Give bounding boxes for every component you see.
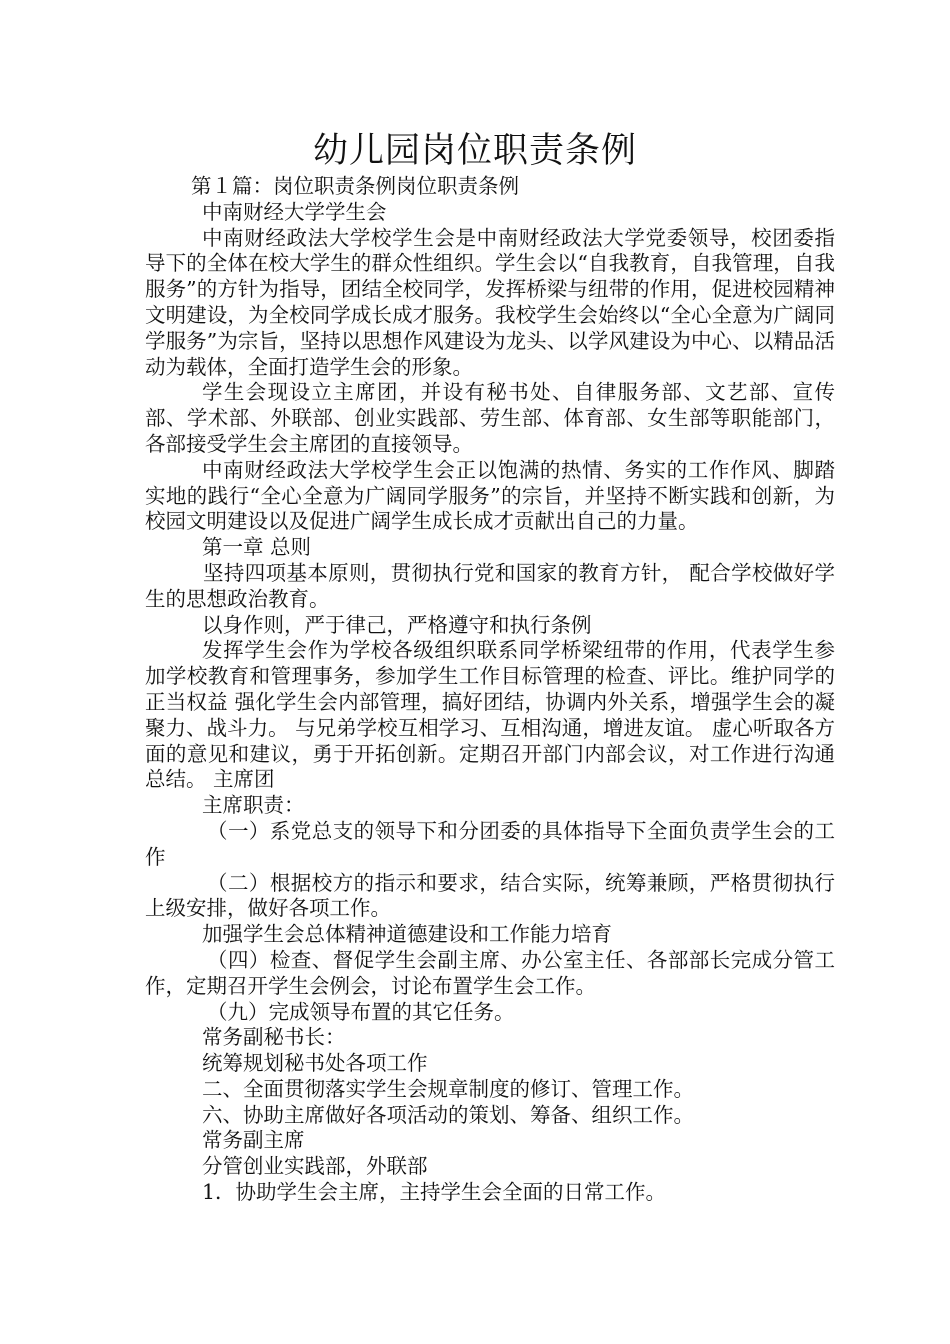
paragraph-departments: 学生会现设立主席团，并设有秘书处、自律服务部、文艺部、宣传部、学术部、外联部、创业实践部、劳生部、体育部、女生部等职能部门，各部接受学生会主席团的直接领导。 xyxy=(145,380,835,456)
paragraph-role: 发挥学生会作为学校各级组织联系同学桥梁纽带的作用，代表学生参加学校教育和管理事务，参加学生工作目标管理的检查、评比。维护同学的正当权益 强化学生会内部管理，搞好团结，协调内外关系，增强学生会的凝聚力、战斗力。 与兄弟学校互相学习、互相沟通，增进友谊。 虚心听取各方面的意见和建议，勇于开拓创新。定期召开部门内部会议，对工作进行沟通总结。 主席团 xyxy=(145,638,835,792)
paragraph-intro: 中南财经政法大学校学生会是中南财经政法大学党委领导，校团委指导下的全体在校大学生的群众性组织。学生会以“自我教育，自我管理，自我服务”的方针为指导，团结全校同学，发挥桥梁与纽带的作用，促进校园精神文明建设，为全校同学成长成才服务。我校学生会始终以“全心全意为广阔同学服务”为宗旨，坚持以思想作风建设为龙头、以学风建设为中心、以精品活动为载体，全面打造学生会的形象。 xyxy=(145,225,835,379)
duty-item: 加强学生会总体精神道德建设和工作能力培育 xyxy=(202,922,612,947)
paragraph-discipline: 以身作则，严于律己，严格遵守和执行条例 xyxy=(202,612,592,637)
duty-item: 二、全面贯彻落实学生会规章制度的修订、管理工作。 xyxy=(202,1076,694,1101)
duty-item: （四）检查、督促学生会副主席、办公室主任、各部部长完成分管工作，定期召开学生会例会，讨论布置学生会工作。 xyxy=(145,947,835,998)
duty-item: 统筹规划秘书处各项工作 xyxy=(202,1051,428,1076)
duty-item: （九）完成领导布置的其它任务。 xyxy=(207,999,515,1024)
duty-item: 1．协助学生会主席，主持学生会全面的日常工作。 xyxy=(202,1180,667,1205)
document-title: 幼儿园岗位职责条例 xyxy=(312,131,637,171)
duty-item: （二）根据校方的指示和要求，结合实际，统筹兼顾，严格贯彻执行上级安排，做好各项工作。 xyxy=(145,870,835,921)
duty-item: 分管创业实践部，外联部 xyxy=(202,1154,428,1179)
paragraph-mission: 中南财经政法大学校学生会正以饱满的热情、务实的工作作风、脚踏实地的践行“全心全意为广阔同学服务”的宗旨，并坚持不断实践和创新，为校园文明建设以及促进广阔学生成长成才贡献出自己的力量。 xyxy=(145,457,835,534)
section-heading-secretary: 常务副秘书长： xyxy=(202,1025,346,1050)
duty-item: （一）系党总支的领导下和分团委的具体指导下全面负责学生会的工作 xyxy=(145,818,835,869)
organization-name: 中南财经大学学生会 xyxy=(202,199,387,224)
document-body xyxy=(145,174,835,1206)
paragraph-principle: 坚持四项基本原则，贯彻执行党和国家的教育方针， 配合学校做好学生的思想政治教育。 xyxy=(145,560,835,611)
article-heading: 第１篇：岗位职责条例岗位职责条例 xyxy=(191,174,519,198)
section-heading-vice-chair: 常务副主席 xyxy=(202,1128,305,1153)
duty-item: 六、协助主席做好各项活动的策划、筹备、组织工作。 xyxy=(202,1102,694,1127)
chapter-heading: 第一章 总则 xyxy=(202,535,312,560)
section-heading-chair: 主席职责： xyxy=(202,793,305,818)
